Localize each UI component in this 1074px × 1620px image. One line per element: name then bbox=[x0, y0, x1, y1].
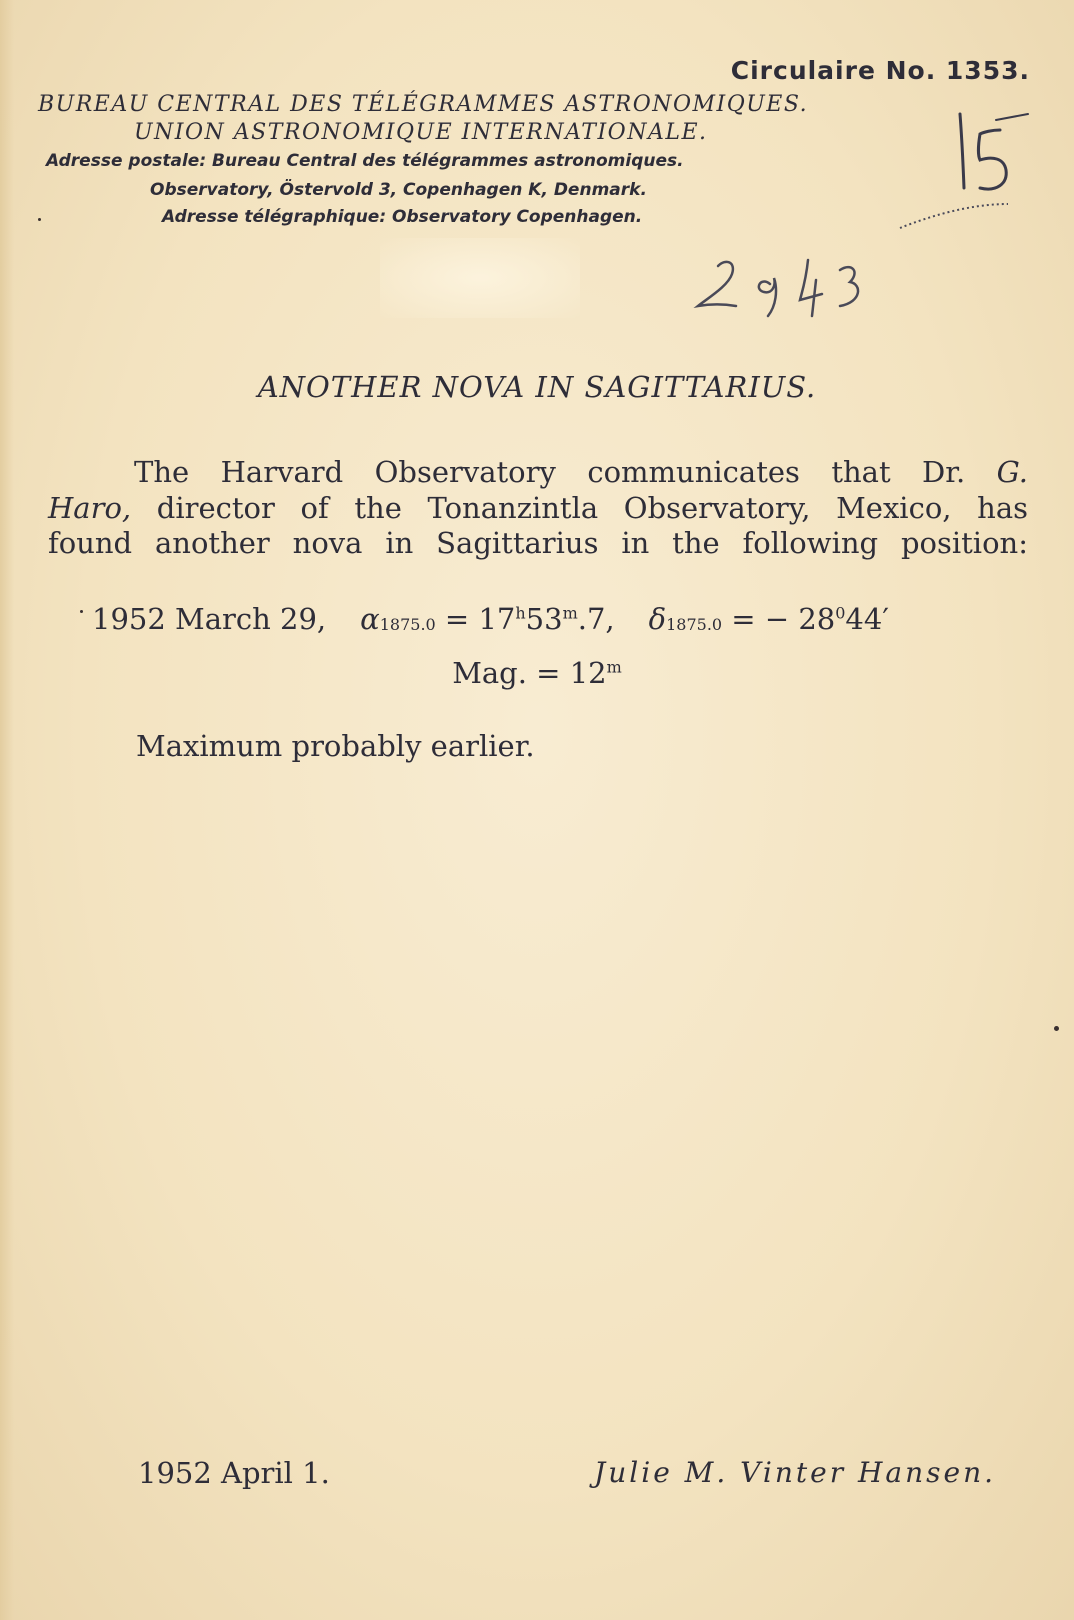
bureau-name: BUREAU CENTRAL DES TÉLÉGRAMMES ASTRONOMIQUES. bbox=[38, 92, 809, 117]
body-line-1 bbox=[48, 455, 1028, 489]
maximum-note: Maximum probably earlier. bbox=[136, 729, 535, 763]
handwritten-15-mark bbox=[900, 100, 1050, 240]
body-line-1-text: The Harvard Observatory communicates that Dr. bbox=[134, 455, 966, 489]
union-name: UNION ASTRONOMIQUE INTERNATIONALE. bbox=[134, 120, 708, 145]
body-line-3: found another nova in Sagittarius in the following position: bbox=[48, 526, 1028, 560]
street-address: Observatory, Östervold 3, Copenhagen K, Denmark. bbox=[150, 180, 647, 200]
circular-title: ANOTHER NOVA IN SAGITTARIUS. bbox=[257, 370, 817, 404]
postal-address: Adresse postale: Bureau Central des télégrammes astronomiques. bbox=[46, 151, 684, 171]
ink-speck bbox=[80, 610, 83, 613]
circular-number: Circulaire No. 1353. bbox=[730, 56, 1030, 85]
alpha-minutes: 53 bbox=[525, 602, 563, 636]
signature: Julie M. Vinter Hansen. bbox=[594, 1456, 996, 1489]
position-line bbox=[92, 602, 889, 636]
observation-date: 1952 March 29, bbox=[92, 602, 327, 636]
paper-edge bbox=[0, 0, 14, 1620]
discoverer-name: Haro, bbox=[48, 491, 132, 525]
delta-degree-mark: 0 bbox=[835, 603, 846, 623]
discoverer-initial: G. bbox=[996, 455, 1029, 489]
ink-speck bbox=[1054, 1026, 1059, 1031]
handwritten-2943-mark bbox=[690, 250, 880, 330]
alpha-value: = 17 bbox=[444, 602, 516, 636]
alpha-epoch: 1875.0 bbox=[379, 615, 436, 634]
magnitude-unit: m bbox=[606, 657, 622, 677]
body-line-2 bbox=[48, 491, 1028, 525]
magnitude-value: Mag. = 12 bbox=[452, 656, 607, 690]
alpha-hours-unit: h bbox=[515, 603, 526, 623]
delta-value: = − 28 bbox=[731, 602, 836, 636]
telegraphic-address: Adresse télégraphique: Observatory Copenhagen. bbox=[162, 207, 643, 227]
delta-arcmin: 44′ bbox=[845, 602, 889, 636]
alpha-symbol: α bbox=[360, 602, 380, 636]
paper-stain bbox=[380, 238, 580, 318]
delta-epoch: 1875.0 bbox=[666, 615, 723, 634]
issue-date: 1952 April 1. bbox=[138, 1456, 330, 1490]
alpha-fraction: .7, bbox=[577, 602, 615, 636]
magnitude-line bbox=[0, 656, 1074, 690]
alpha-minutes-unit: m bbox=[562, 603, 578, 623]
delta-symbol: δ bbox=[648, 602, 667, 636]
body-line-2-text: director of the Tonanzintla Observatory, Mexico, has bbox=[156, 491, 1029, 525]
ink-speck bbox=[38, 218, 41, 221]
